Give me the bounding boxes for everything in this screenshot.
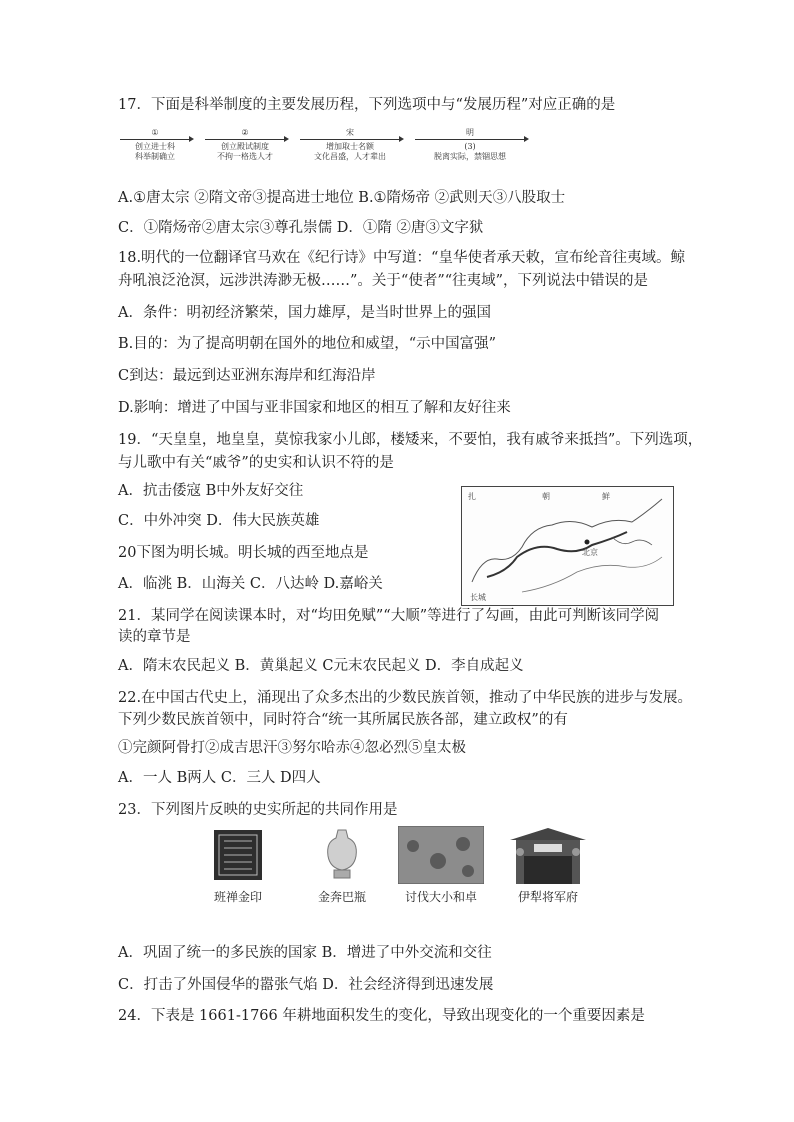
q18-option-d: D.影响：增进了中国与亚非国家和地区的相互了解和友好往来: [118, 400, 511, 416]
timeline-step: 宋 增加取士名额 文化昌盛，人才辈出: [300, 128, 400, 162]
map-label: 朝: [542, 492, 550, 501]
q23-options-cd: C．打击了外国侵华的嚣张气焰 D．社会经济得到迅速发展: [118, 977, 494, 993]
q17-options-ab: A.①唐太宗 ②隋文帝③提高进士地位 B.①隋炀帝 ②武则天③八股取士: [118, 190, 566, 206]
q17-options-cd: C．①隋炀帝②唐太宗③尊孔崇儒 D．①隋 ②唐③文字狱: [118, 220, 484, 236]
q17-stem: 17．下面是科举制度的主要发展历程，下列选项中与“发展历程”对应正确的是: [118, 97, 616, 113]
q21-options: A．隋末农民起义 B．黄巢起义 C元末农民起义 D．李自成起义: [118, 658, 524, 674]
map-label: 北京: [582, 548, 598, 557]
ming-great-wall-map: [461, 486, 674, 606]
map-label: 扎: [468, 492, 476, 501]
q18-stem-line1: 18.明代的一位翻译官马欢在《纪行诗》中写道：“皇华使者承天敕，宣布纶音往夷域。鲸: [118, 250, 685, 266]
q22-items: ①完颜阿骨打②成吉思汗③努尔哈赤④忽必烈⑤皇太极: [118, 740, 466, 756]
q18-stem-line2: 舟吼浪泛沧溟，远涉洪涛渺无极……”。关于“使者”“往夷域”，下列说法中错误的是: [118, 273, 649, 289]
image-caption: 班禅金印: [213, 890, 262, 904]
timeline-step: ① 创立进士科 科举制确立: [120, 128, 190, 162]
q23-options-ab: A．巩固了统一的多民族的国家 B．增进了中外交流和交往: [118, 945, 492, 961]
map-label: 鲜: [602, 492, 610, 501]
q19-stem-line2: 与儿歌中有关“戚爷”的史实和认识不符的是: [118, 455, 394, 471]
gold-seal-image: [210, 826, 266, 884]
ili-general-office-image: [510, 826, 586, 884]
image-caption: 讨伐大小和卓: [404, 890, 477, 904]
q18-option-a: A．条件：明初经济繁荣，国力雄厚，是当时世界上的强国: [118, 305, 491, 321]
q21-stem-line2: 读的章节是: [118, 629, 191, 645]
q22-stem-line2: 下列少数民族首领中，同时符合“统一其所属民族各部，建立政权”的有: [118, 712, 568, 728]
battle-painting-image: [398, 826, 484, 884]
golden-urn-image: [320, 826, 364, 884]
q18-option-c: C到达：最远到达亚洲东海岸和红海沿岸: [118, 368, 376, 384]
q17-timeline: [120, 128, 600, 170]
map-label: 长城: [470, 593, 486, 602]
timeline-step: ② 创立殿试制度 不拘一格选人才: [205, 128, 285, 162]
image-caption: 伊犁将军府: [517, 890, 578, 904]
q19-options-ab: A．抗击倭寇 B中外友好交往: [118, 483, 304, 499]
q18-option-b: B.目的：为了提高明朝在国外的地位和威望，“示中国富强”: [118, 336, 497, 352]
q20-stem: 20下图为明长城。明长城的西至地点是: [118, 545, 369, 561]
map-drawing: [462, 487, 673, 605]
q23-stem: 23．下列图片反映的史实所起的共同作用是: [118, 802, 398, 818]
q20-options: A．临洮 B．山海关 C．八达岭 D.嘉峪关: [118, 576, 383, 592]
q22-options: A．一人 B两人 C．三人 D四人: [118, 770, 321, 786]
q19-options-cd: C．中外冲突 D．伟大民族英雄: [118, 513, 320, 529]
image-caption: 金奔巴瓶: [317, 890, 366, 904]
q19-stem-line1: 19．“天皇皇，地皇皇，莫惊我家小儿郎，楼矮来，不要怕，我有戚爷来抵挡”。下列选项，: [118, 432, 703, 448]
q22-stem-line1: 22.在中国古代史上，涌现出了众多杰出的少数民族首领，推动了中华民族的进步与发展。: [118, 690, 693, 706]
timeline-step: 明 (3) 脱离实际，禁锢思想: [415, 128, 525, 162]
q24-stem: 24．下表是 1661-1766 年耕地面积发生的变化，导致出现变化的一个重要因素是: [118, 1008, 645, 1024]
q21-stem-line1: 21．某同学在阅读课本时，对“均田免赋”“大顺”等进行了勾画，由此可判断该同学阅: [118, 608, 660, 624]
